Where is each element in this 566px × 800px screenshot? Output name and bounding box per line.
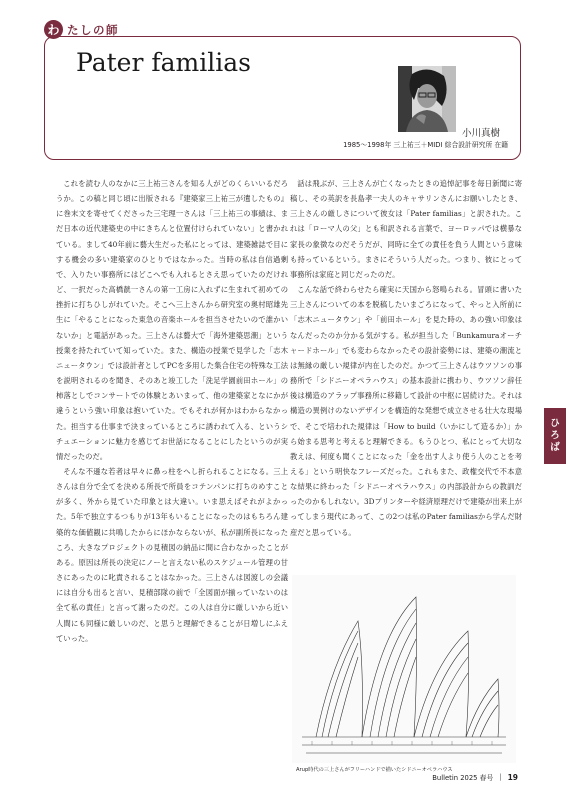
- figure-caption: Arup時代の三上さんがフリーハンドで描いたシドニーオペラハウス: [296, 767, 453, 773]
- paragraph: こんな話で終わらせたら確実に天国から怒鳴られる。冒頭に書いた三上さんについての本を脱稿したいまごろになって、やっと入所前に「志木ニュータウン」や「前田ホール」を見た時の、あの強い印象はなんだったのか分かる気がする。私が担当した「Bunkamuraオーチャードホール」でも変わらなかったその設計姿勢には、建築の潮流とは無縁の厳しい規律が内在したのだ。かつて三上さんはウツソンの事務所で「シドニーオペラハウス」の基本設計に携わり、ウツソン辞任後は構造のアラップ事務所に移籍して設計の中枢に居続けた。それは構造の異例けのないデザインを構造的な発想で成立させる壮大な現場で、そこで培われた規律は「How to build（いかにして造るか）」から始まる思考と考えると理解できる。もうひとつ、私にとって大切な教えは、何度も聞くことになった「金を出す人より使う人のことを考える」という明快なフレーズだった。これもまた、政権交代で不本意な結果に終わった「シドニーオペラハウス」の内部設計からの教訓だったのかもしれない。3Dプリンターや経済原理だけで建築が出来上がってしまう現代にあって、この2つは私のPater familiasから学んだ財産だと思っている。: [290, 285, 522, 537]
- publication-name: Bulletin 2025 春号: [432, 774, 494, 782]
- side-tab-char: ひ: [550, 418, 560, 429]
- footer-separator: |: [499, 773, 502, 781]
- section-side-tab: [544, 408, 566, 464]
- page-number: 19: [507, 772, 518, 782]
- section-tag-label: たしの師: [67, 22, 119, 37]
- author-name: 小川真樹: [462, 128, 501, 139]
- paragraph: これを読む人のなかに三上祐三さんを知る人がどのくらいいるだろうか。この稿と同じ頃に出版される『建築家三上祐三が遺したもの』に巻末文を寄せてくださった三宅理一さんは「三上祐三の事績は、まだ日本の近代建築史の中にきちんと位置付けられていない」と書かれている。まして40年前に藝大生だった私にとっては、建築雑誌で目にする機会の多い建築家のひとりではなかった。当時の私は自信過剰で、入りたい事務所にはどこへでも入れるとさえ思っていたのだけれど、一択だった高橋靗一さんの第一工房に入れずに生まれて初めての挫折に打ちひしがれていた。そこへ三上さんから研究室の奥村昭雄先生に「やることになった東急の音楽ホールを担当させたいので誰かいないか」と電話があった。三上さんは藝大で「海外建築思潮」という授業を持たれていて知っていた。また、構造の授業で見学した「志木ニュータウン」では設計者としてPCを多用した集合住宅の特殊な工法を説明されるのを聞き、そのあと竣工した「洗足学園前田ホール」の柿落としでコンサートでの体験とあいまって、他の建築家となにかが違うという強い印象は抱いていた。でもそれが何かはわからなかった。担当する仕事まで決まっているところに誘われて入る、というシチュエーションに魅力を感じてお世話になることにしたというのが実情だったのだ。: [56, 179, 288, 461]
- opera-house-sketch: [292, 575, 516, 763]
- page-footer: [432, 772, 518, 782]
- side-tab-char: ば: [550, 442, 560, 453]
- side-tab-char: ろ: [550, 430, 560, 441]
- paragraph: 話は飛ぶが、三上さんが亡くなったときの追悼記事を毎日新聞に寄稿し、その英訳を長島孝一夫人のキャサリンさんにお願いしたとき、三上さんの厳しさについて彼女は「Pater familias」と訳された。これは「ローマ人の父」とも和訳される言葉で、ヨーロッパでは横暴な家長の象徴なのだそうだが、同時に全ての責任を負う人間という意味も持っているという。まさにそういう人だった。つまり、彼にとって事務所は家庭と同じだったのだ。: [290, 179, 522, 279]
- article-title: Pater familias: [76, 48, 251, 77]
- body-column-left: [56, 176, 288, 646]
- paragraph: そんな不遜な若者は早々に鼻っ柱をへし折られることになる。三上さんは自分で全てを決める所長で所員をコテンパンに打ちのめすことが多く、外から見ていた印象とは大違い。いま思えばそれがよかった。5年で独立するつもりが13年もいることになったのはもちろん建築的な価値観に共鳴したからにほかならないが、私が副所長になったころ、大きなプロジェクトの見積図の納品に間に合わなかったことがある。原因は所長の決定にノーと言えない私のスケジュール管理の甘さにあったのに叱責されることはなかった。三上さんは図渡しの会議には自分も出ると言い、見積部隊の前で「全図面が揃っていないのは全て私の責任」と言って謝ったのだ。この人は自分に厳しいから近い人間にも同様に厳しいのだ、と思うと理解できることが日増しにふえていった。: [56, 466, 288, 643]
- author-portrait: [398, 66, 456, 132]
- body-column-right: [290, 176, 522, 540]
- section-tag-badge: わ: [44, 20, 63, 39]
- author-affiliation: 1985〜1998年 三上祐三＋MIDI 綜合設計研究所 在籍: [343, 141, 508, 149]
